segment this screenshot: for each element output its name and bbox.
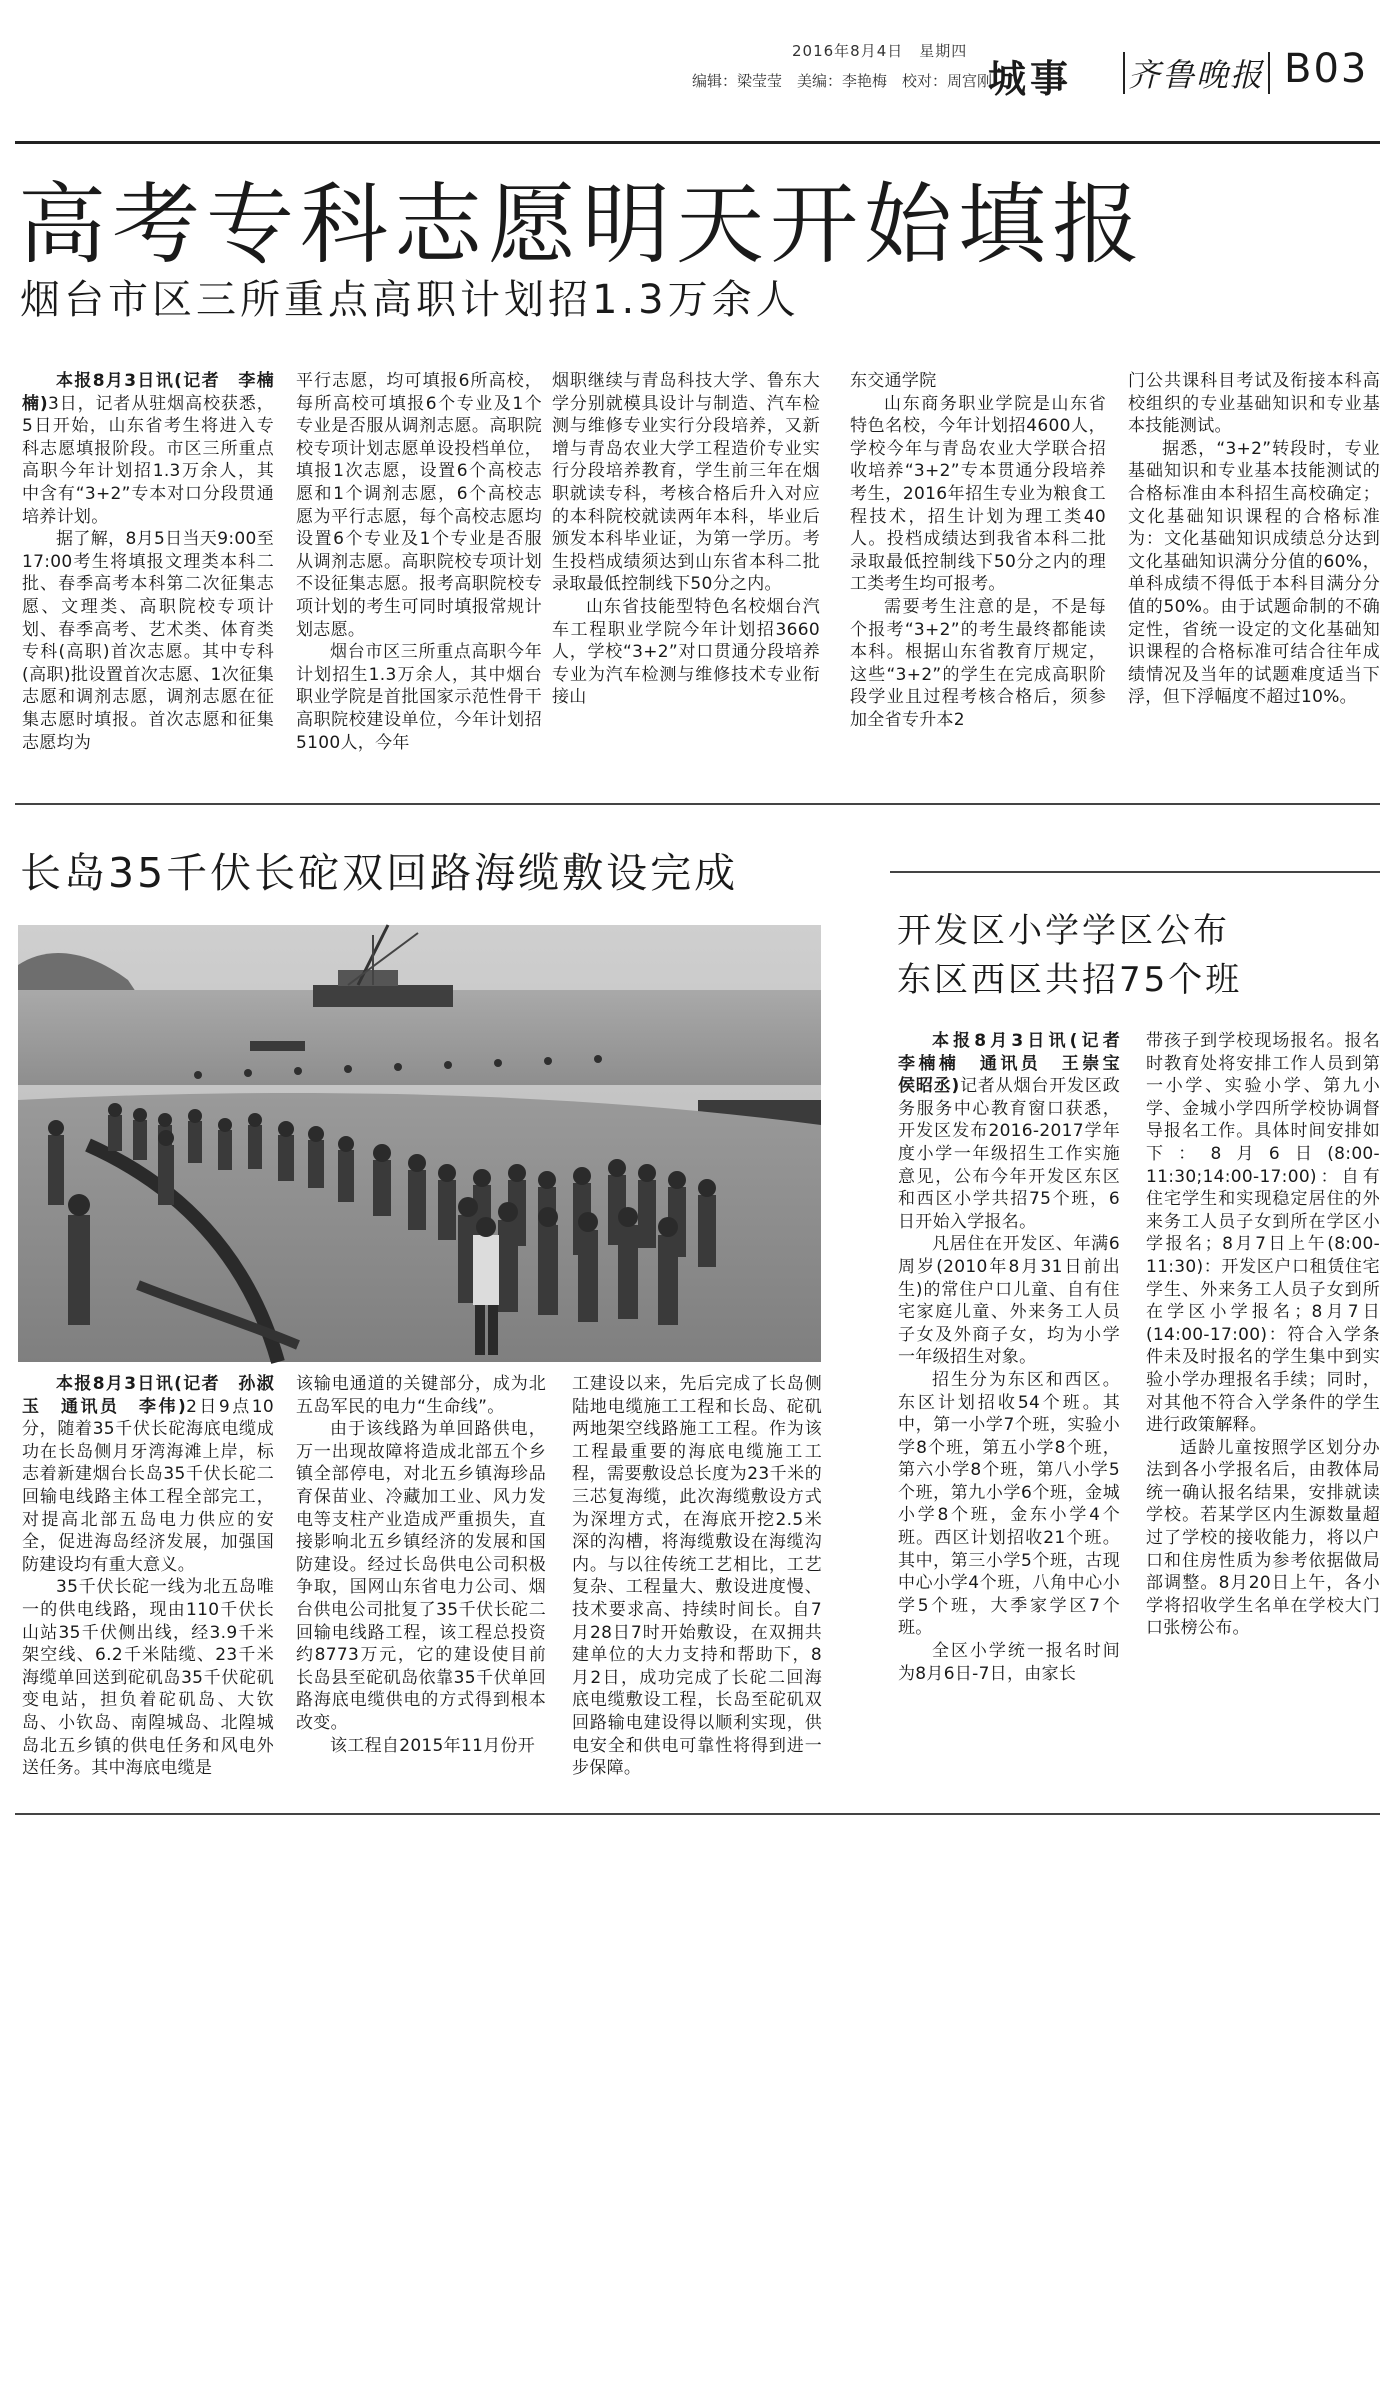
article3-column-1 [898,1030,1138,1805]
article3-column-2 [1146,1030,1380,1805]
article1-byline: 本报8月3日讯(记者 李楠楠) [22,371,274,414]
article1-col4-p2: 山东商务职业学院是山东省特色名校，今年计划招4600人，学校今年与青岛农业大学联合招收培养“3+2”专本贯通分段培养考生，2016年招生专业为粮食工程技术，招生计划为理工类40人。投档成绩达到我省本科二批录取最低控制线下50分之内的理工类考生均可报考。 [850,393,1106,595]
article1-col2-p1: 平行志愿，均可填报6所高校，每所高校可填报6个专业及1个专业是否服从调剂志愿。高职院校专项计划志愿单设投档单位，填报1次志愿，设置6个高校志愿和1个调剂志愿，6个高校志愿为平行志愿，每个高校志愿均设置6个专业及1个专业是否服从调剂志愿。高职院校专项计划不设征集志愿。报考高职院校专项计划的考生可同时填报常规计划志愿。 [296,371,542,640]
article1-col3-p2: 山东省技能型特色名校烟台汽车工程职业学院今年计划招3660人，学校“3+2”对口贯通分段培养专业为汽车检测与维修技术专业衔接山 [552,596,820,708]
header-divider [1123,52,1125,94]
article2-col2-p2: 由于该线路为单回路供电，万一出现故障将造成北部五个乡镇全部停电，对北五乡镇海珍品育保苗业、冷藏加工业、风力发电等支柱产业造成严重损失，直接影响北五乡镇经济的发展和国防建设。经过长岛供电公司积极争取，国网山东省电力公司、烟台供电公司批复了35千伏长砣二回输电线路工程，该工程总投资约8773万元，它的建设使目前长岛县至砣矶岛依靠35千伏单回路海底电缆供电的方式得到根本改变。 [296,1419,546,1733]
article2-col2-p3: 该工程自2015年11月份开 [330,1735,536,1756]
article3-title-line2: 东区西区共招75个班 [897,960,1243,1000]
article1-col4-p1: 东交通学院 [850,371,937,391]
article3-title-line1: 开发区小学学区公布 [897,911,1230,951]
article3-col1-p3: 招生分为东区和西区。东区计划招收54个班。其中，第一小学7个班，实验小学8个班，第五小学8个班，第六小学8个班，第八小学5个班，第九小学6个班，金城小学8个班，金东小学4个班。西区计划招收21个班。其中，第三小学5个班，古现中心小学4个班，八角中心小学5个班，大季家学区7个班。 [898,1369,1120,1639]
article2-column-1 [22,1373,274,1801]
article1-col4-p3: 需要考生注意的是，不是每个报考“3+2”的考生最终都能读本科。根据山东省教育厅规定，这些“3+2”的学生在完成高职阶段学业且过程考核合格后，须参加全省专升本2 [850,596,1106,730]
article2-col1-p1: 2日9点10分，随着35千伏长砣海底电缆成功在长岛侧月牙湾海滩上岸，标志着新建烟台长岛35千伏长砣二回输电线路主体工程全部完工，对提高北部五岛电力供应的安全，促进海岛经济发展，加强国防建设均有重大意义。 [22,1396,274,1575]
section-name: 城事 [988,56,1073,101]
article2-col1-p2: 35千伏长砣一线为北五岛唯一的供电线路，现由110千伏长山站35千伏侧出线，经3.9千米架空线、6.2千米陆缆、23千米海缆单回送到砣矶岛35千伏砣矶变电站，担负着砣矶岛、大钦岛、小钦岛、南隍城岛、北隍城岛北五乡镇的供电任务和风电外送任务。其中海底电缆是 [22,1577,274,1779]
article1-subhead: 烟台市区三所重点高职计划招1.3万余人 [20,277,800,323]
photo-image [18,925,821,1362]
article2-column-3 [572,1373,822,1801]
article3-col2-p2: 适龄儿童按照学区划分办法到各小学报名后，由教体局统一确认报名结果，安排就读学校。若某学区内生源数量超过了学校的接收能力，将以户口和住房性质为参考依据做局部调整。8月20日上午，各小学将招收学生名单在学校大门口张榜公布。 [1146,1437,1380,1639]
top-rule [15,141,1380,144]
article1-col5-p1: 门公共课科目考试及衔接本科高校组织的专业基础知识和专业基本技能测试。 [1128,371,1380,437]
article1-column-2 [296,370,542,790]
article2-byline: 本报8月3日讯(记者 孙淑玉 通讯员 李伟) [22,1374,274,1417]
article2-title: 长岛35千伏长砣双回路海缆敷设完成 [20,849,739,897]
article2-column-2 [296,1373,546,1801]
article3-byline: 本报8月3日讯(记者 李楠楠 通讯员 王崇宝 侯昭丞) [898,1031,1138,1097]
article1-col3-p1: 烟职继续与青岛科技大学、鲁东大学分别就模具设计与制造、汽车检测与维修专业实行分段培养，又新增与青岛农业大学工程造价专业实行分段培养教育，学生前三年在烟职就读专科，考核合格后升入对应的本科院校就读两年本科，毕业后颁发本科毕业证，为第一学历。考生投档成绩须达到山东省本科二批录取最低控制线下50分之内。 [552,371,820,595]
article1-col2-p2: 烟台市区三所重点高职今年计划招生1.3万余人，其中烟台职业学院是首批国家示范性骨干高职院校建设单位，今年计划招5100人，今年 [296,642,542,753]
article1-column-4 [850,370,1106,790]
issue-date: 2016年8月4日 星期四 [792,42,968,60]
article1-col5-p2: 据悉，“3+2”转段时，专业基础知识和专业基本技能测试的合格标准由本科招生高校确定；文化基础知识课程的合格标准为：文化基础知识成绩总分达到文化基础知识满分分值的60%，单科成绩不得低于本科目满分分值的50%。由于试题命制的不确定性，省统一设定的文化基础知识课程的合格标准可结合往年成绩情况及当年的试题难度适当下浮，但下浮幅度不超过10%。 [1128,438,1380,708]
article1-column-1 [22,370,274,790]
article1-column-5 [1128,370,1380,790]
header-divider-2 [1268,52,1270,94]
article2-col2-p1: 该输电通道的关键部分，成为北五岛军民的电力“生命线”。 [296,1374,546,1417]
article1-col1-p1: 3日，记者从驻烟高校获悉，5日开始，山东省考生将进入专科志愿填报阶段。市区三所重点高职今年计划招1.3万余人，其中含有“3+2”专本对口分段贯通培养计划。 [22,393,274,527]
article3-top-rule [890,871,1380,873]
article3-col1-p2: 凡居住在开发区、年满6周岁(2010年8月31日前出生)的常住户口儿童、自有住宅家庭儿童、外来务工人员子女及外商子女，均为小学一年级招生对象。 [898,1234,1120,1368]
page-number: B03 [1284,46,1369,92]
newspaper-logo: 齐鲁晚报 [1128,56,1265,94]
article1-col1-p2: 据了解，8月5日当天9:00至17:00考生将填报文理类本科二批、春季高考本科第二次征集志愿、文理类、高职院校专项计划、春季高考、艺术类、体育类专科(高职)首次志愿。其中专科(高职)批设置首次志愿、1次征集志愿和调剂志愿，调剂志愿在征集志愿时填报。首次志愿和征集志愿均为 [22,529,274,753]
article1-headline: 高考专科志愿明天开始填报 [18,173,1147,276]
article3-col1-p4: 全区小学统一报名时间为8月6日-7日，由家长 [898,1641,1120,1684]
article1-column-3 [552,370,820,790]
news-photo [18,925,821,1362]
bottom-rule [15,1813,1380,1815]
article3-col1-p1: 记者从烟台开发区政务服务中心教育窗口获悉，开发区发布2016-2017学年度小学一年级招生工作实施意见，公布今年开发区东区和西区小学共招75个班，6日开始入学报名。 [898,1076,1120,1232]
staff-credits: 编辑：梁莹莹 美编：李艳梅 校对：周宫刚 [692,72,993,90]
article3-col2-p1: 带孩子到学校现场报名。报名时教育处将安排工作人员到第一小学、实验小学、第九小学、金城小学四所学校协调督导报名工作。具体时间安排如下：8月6日(8:00-11:30;14:00-17:00)：自有住宅学生和实现稳定居住的外来务工人员子女到所在学区小学报名；8月7日上午(8:00-11:30)：开发区户口租赁住宅学生、外来务工人员子女到所在学区小学报名；8月7日(14:00-17:00)：符合入学条件未及时报名的学生集中到实验小学办理报名手续；同时，对其他不符合入学条件的学生进行政策解释。 [1146,1031,1380,1436]
middle-rule [15,803,1380,805]
article2-col3-p1: 工建设以来，先后完成了长岛侧陆地电缆施工工程和长岛、砣矶两地架空线路施工工程。作为该工程最重要的海底电缆施工工程，需要敷设总长度为23千米的三芯复海缆，此次海缆敷设方式为深埋方式，在海底开挖2.5米深的沟槽，将海缆敷设在海缆沟内。与以往传统工艺相比，工艺复杂、工程量大、敷设进度慢、技术要求高、持续时间长。自7月28日7时开始敷设，在双拥共建单位的大力支持和帮助下，8月2日，成功完成了长砣二回海底电缆敷设工程，长岛至砣矶双回路输电建设得以顺利实现，供电安全和供电可靠性将得到进一步保障。 [572,1374,822,1779]
